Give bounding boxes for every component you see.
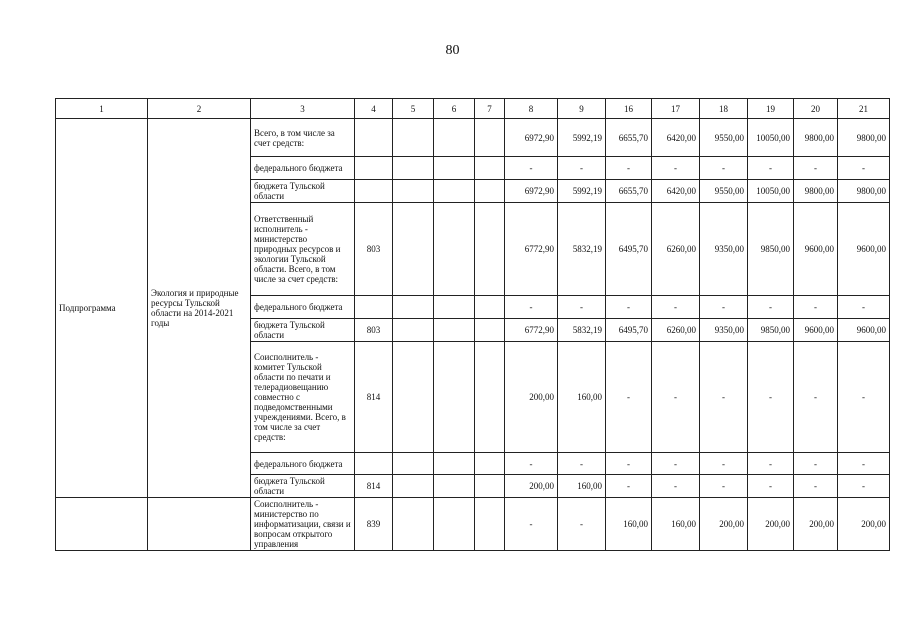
cell-col19: 10050,00 <box>748 180 794 203</box>
cell-col20: - <box>794 453 838 475</box>
cell-col20: 9600,00 <box>794 203 838 296</box>
row-code <box>355 180 393 203</box>
cell-col18: 9350,00 <box>700 319 748 342</box>
cell-col16: - <box>606 475 652 498</box>
row-code <box>355 119 393 157</box>
header-cell: 5 <box>393 99 434 119</box>
row-code <box>355 453 393 475</box>
row-desc: федерального бюджета <box>251 157 355 180</box>
header-cell: 4 <box>355 99 393 119</box>
header-cell: 19 <box>748 99 794 119</box>
cell-col19: - <box>748 453 794 475</box>
cell-col19: - <box>748 475 794 498</box>
cell-col17: - <box>652 296 700 319</box>
table-row <box>56 498 890 551</box>
cell-col8: 6772,90 <box>505 319 558 342</box>
cell-col18: 9550,00 <box>700 180 748 203</box>
cell-col19: - <box>748 157 794 180</box>
cell-col18: 9550,00 <box>700 119 748 157</box>
cell-col16: 6495,70 <box>606 203 652 296</box>
cell-col9: 160,00 <box>558 475 606 498</box>
cell-col19: 9850,00 <box>748 319 794 342</box>
cell-col16: 6655,70 <box>606 119 652 157</box>
cell-col16: 160,00 <box>606 498 652 551</box>
program-type-cell: Подпрограмма <box>56 119 148 498</box>
cell-col21: 9800,00 <box>838 119 890 157</box>
row-desc: Всего, в том числе за счет средств: <box>251 119 355 157</box>
cell-col21: 9600,00 <box>838 319 890 342</box>
page-number: 80 <box>445 43 460 58</box>
cell-col21: - <box>838 475 890 498</box>
cell-col19: - <box>748 296 794 319</box>
cell-col17: - <box>652 453 700 475</box>
row-code: 803 <box>355 203 393 296</box>
cell-col9: 5832,19 <box>558 319 606 342</box>
cell-col9: 5992,19 <box>558 119 606 157</box>
cell-col21: 9800,00 <box>838 180 890 203</box>
cell-col9: - <box>558 498 606 551</box>
row-code: 814 <box>355 475 393 498</box>
program-name-cell-empty <box>148 498 251 551</box>
cell-col9: - <box>558 453 606 475</box>
cell-col17: - <box>652 342 700 453</box>
header-cell: 17 <box>652 99 700 119</box>
cell-col8: 6972,90 <box>505 119 558 157</box>
row-code <box>355 157 393 180</box>
cell-col17: - <box>652 157 700 180</box>
cell-col20: - <box>794 475 838 498</box>
cell-col20: - <box>794 296 838 319</box>
cell-col9: 160,00 <box>558 342 606 453</box>
row-code: 814 <box>355 342 393 453</box>
cell-col18: 9350,00 <box>700 203 748 296</box>
cell-col18: - <box>700 475 748 498</box>
row-desc: федерального бюджета <box>251 296 355 319</box>
row-desc: бюджета Тульской области <box>251 180 355 203</box>
header-cell: 16 <box>606 99 652 119</box>
cell-col17: 6420,00 <box>652 180 700 203</box>
cell-col20: 200,00 <box>794 498 838 551</box>
cell-col20: - <box>794 342 838 453</box>
cell-col20: 9800,00 <box>794 180 838 203</box>
program-name-cell: Экология и природные ресурсы Тульской области на 2014-2021 годы <box>148 119 251 498</box>
cell-col8: 6972,90 <box>505 180 558 203</box>
cell-col21: - <box>838 157 890 180</box>
cell-col21: - <box>838 453 890 475</box>
program-type-cell-empty <box>56 498 148 551</box>
row-code: 839 <box>355 498 393 551</box>
row-desc: федерального бюджета <box>251 453 355 475</box>
cell-col16: - <box>606 296 652 319</box>
cell-col16: - <box>606 453 652 475</box>
cell-col17: - <box>652 475 700 498</box>
header-cell: 9 <box>558 99 606 119</box>
cell-col20: 9800,00 <box>794 119 838 157</box>
row-desc: Соисполнитель - министерство по информатизации, связи и вопросам открытого управления <box>251 498 355 551</box>
cell-col18: 200,00 <box>700 498 748 551</box>
row-desc: Соисполнитель - комитет Тульской области по печати и телерадиовещанию совместно с подведомственными учреждениями. Всего, в том числе за счет средств: <box>251 342 355 453</box>
cell-col17: 6260,00 <box>652 203 700 296</box>
row-desc: бюджета Тульской области <box>251 319 355 342</box>
header-cell: 3 <box>251 99 355 119</box>
table-row <box>56 119 890 157</box>
cell-col18: - <box>700 342 748 453</box>
header-cell: 8 <box>505 99 558 119</box>
header-cell: 7 <box>475 99 505 119</box>
cell-col20: - <box>794 157 838 180</box>
cell-col9: 5992,19 <box>558 180 606 203</box>
row-desc: бюджета Тульской области <box>251 475 355 498</box>
cell-col8: - <box>505 157 558 180</box>
cell-col16: - <box>606 157 652 180</box>
header-cell: 21 <box>838 99 890 119</box>
row-code <box>355 296 393 319</box>
cell-col21: - <box>838 342 890 453</box>
row-code: 803 <box>355 319 393 342</box>
cell-col8: - <box>505 453 558 475</box>
cell-col16: 6495,70 <box>606 319 652 342</box>
cell-col17: 6420,00 <box>652 119 700 157</box>
header-cell: 20 <box>794 99 838 119</box>
cell-col18: - <box>700 296 748 319</box>
cell-col21: 9600,00 <box>838 203 890 296</box>
cell-col17: 160,00 <box>652 498 700 551</box>
cell-col9: - <box>558 296 606 319</box>
cell-col17: 6260,00 <box>652 319 700 342</box>
row-desc: Ответственный исполнитель - министерство природных ресурсов и экологии Тульской области. Всего, в том числе за счет средств: <box>251 203 355 296</box>
cell-col18: - <box>700 453 748 475</box>
cell-col9: 5832,19 <box>558 203 606 296</box>
budget-table <box>55 98 890 551</box>
cell-col18: - <box>700 157 748 180</box>
cell-col8: 6772,90 <box>505 203 558 296</box>
cell-col9: - <box>558 157 606 180</box>
cell-col21: 200,00 <box>838 498 890 551</box>
cell-col16: - <box>606 342 652 453</box>
cell-col19: 9850,00 <box>748 203 794 296</box>
cell-col19: - <box>748 342 794 453</box>
cell-col20: 9600,00 <box>794 319 838 342</box>
header-row <box>56 99 890 119</box>
cell-col8: 200,00 <box>505 475 558 498</box>
cell-col8: - <box>505 296 558 319</box>
header-cell: 18 <box>700 99 748 119</box>
cell-col19: 10050,00 <box>748 119 794 157</box>
cell-col19: 200,00 <box>748 498 794 551</box>
header-cell: 2 <box>148 99 251 119</box>
cell-col16: 6655,70 <box>606 180 652 203</box>
cell-col8: 200,00 <box>505 342 558 453</box>
header-cell: 6 <box>434 99 475 119</box>
cell-col8: - <box>505 498 558 551</box>
cell-col21: - <box>838 296 890 319</box>
header-cell: 1 <box>56 99 148 119</box>
